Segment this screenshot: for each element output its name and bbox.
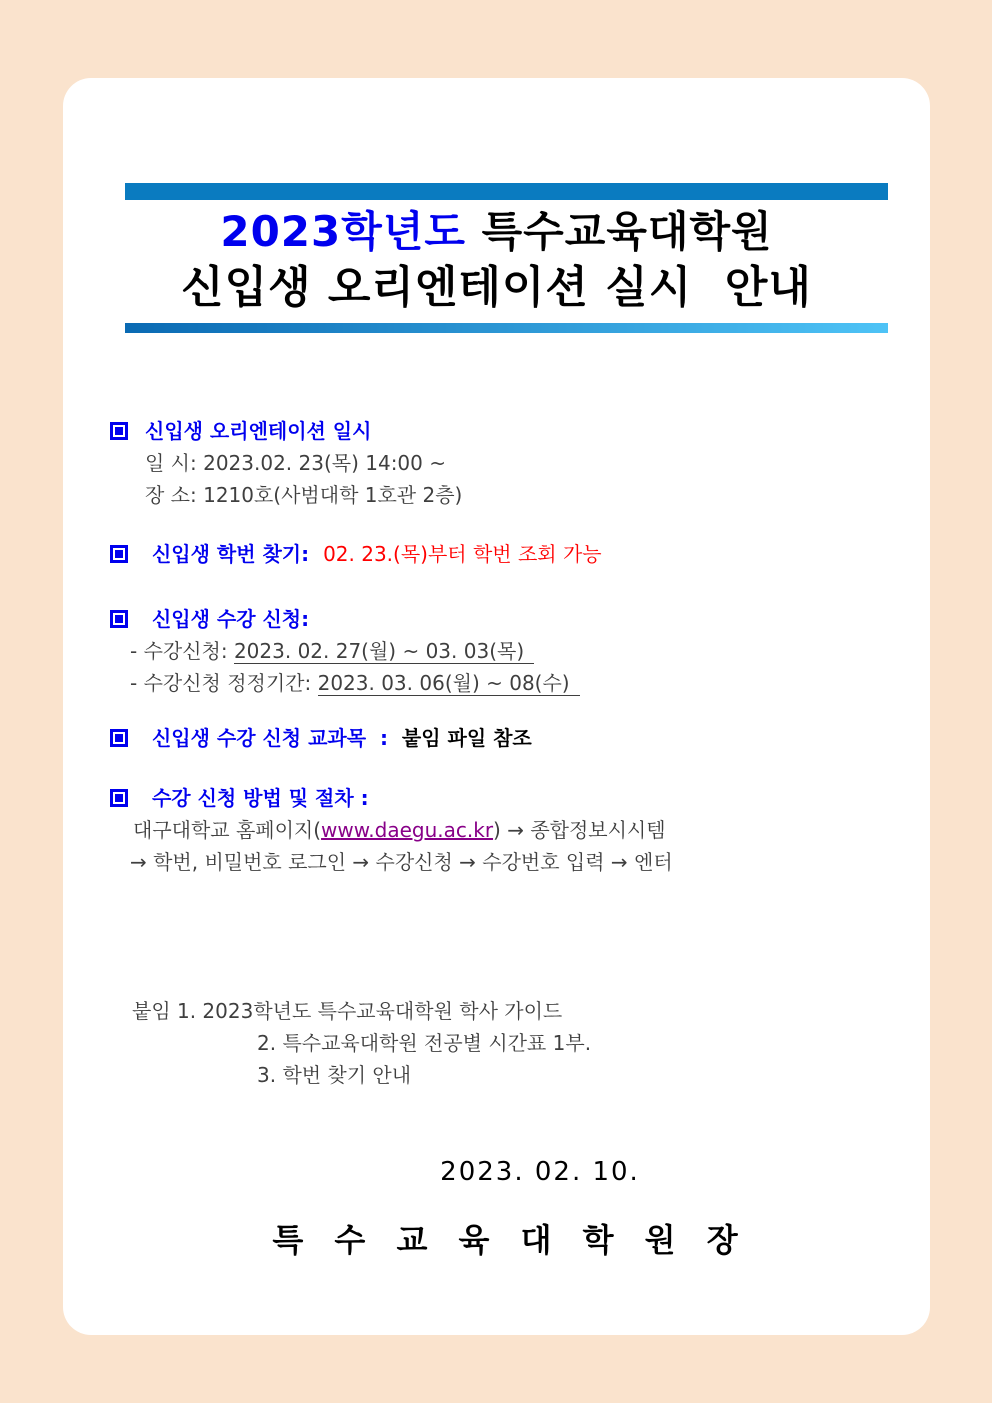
section-registration-heading xyxy=(110,603,890,635)
registration-period-label: - 수강신청: xyxy=(130,639,234,663)
title-year-accent: 2023학년도 xyxy=(220,207,466,256)
registration-correction-value: 2023. 03. 06(월) ~ 08(수) xyxy=(318,671,580,696)
section-method-heading xyxy=(110,782,890,814)
orientation-date-line xyxy=(110,447,890,479)
notice-date: 2023. 02. 10. xyxy=(440,1157,640,1187)
section-bullet-icon xyxy=(110,729,128,747)
section-student-id xyxy=(110,538,890,570)
registration-correction-label: - 수강신청 정정기간: xyxy=(130,671,318,695)
courses-line xyxy=(110,722,890,754)
section-method-heading-text: 수강 신청 방법 및 절차 : xyxy=(145,786,369,810)
page-title-line2: 신입생 오리엔테이션 실시 안내 xyxy=(181,262,812,313)
section-registration xyxy=(110,603,890,699)
method-line1-pre: 대구대학교 홈페이지( xyxy=(133,818,322,842)
section-orientation-heading xyxy=(110,415,890,447)
section-registration-heading-text: 신입생 수강 신청: xyxy=(145,607,310,631)
orientation-place-value: 1210호(사범대학 1호관 2층) xyxy=(203,483,463,507)
signature-dean: 특 수 교 육 대 학 원 장 xyxy=(272,1221,748,1259)
method-step-line2: → 학번, 비밀번호 로그인 → 수강신청 → 수강번호 입력 → 엔터 xyxy=(130,850,673,874)
orientation-date-value: 2023.02. 23(목) 14:00 ~ xyxy=(203,451,446,475)
section-bullet-icon xyxy=(110,422,128,440)
courses-label: 신입생 수강 신청 교과목 : xyxy=(145,726,402,750)
attachments-list xyxy=(110,995,890,1091)
attachment-item-3: 3. 학번 찾기 안내 xyxy=(257,1063,412,1087)
section-bullet-icon xyxy=(110,610,128,628)
orientation-date-label: 일 시: xyxy=(145,451,204,475)
section-bullet-icon xyxy=(110,789,128,807)
student-id-value: 02. 23.(목)부터 학번 조회 가능 xyxy=(323,542,602,566)
section-courses xyxy=(110,722,890,754)
section-orientation xyxy=(110,415,890,511)
method-line1-post: ) → 종합정보시시템 xyxy=(493,818,666,842)
attachment-item-2: 2. 특수교육대학원 전공별 시간표 1부. xyxy=(257,1031,592,1055)
registration-period-value: 2023. 02. 27(월) ~ 03. 03(목) xyxy=(234,639,534,664)
method-step-line1 xyxy=(110,814,890,846)
student-id-label: 신입생 학번 찾기: xyxy=(145,542,324,566)
notice-sheet xyxy=(63,78,930,1335)
university-homepage-link[interactable]: www.daegu.ac.kr xyxy=(321,818,494,842)
attachment-item-1: 붙임 1. 2023학년도 특수교육대학원 학사 가이드 xyxy=(132,999,563,1023)
header-gradient-bar xyxy=(125,323,888,333)
page-title-line1 xyxy=(63,204,930,260)
notice-content xyxy=(63,415,930,1261)
section-method xyxy=(110,782,890,878)
section-bullet-icon xyxy=(110,545,128,563)
header-top-bar xyxy=(125,183,888,200)
orientation-place-line xyxy=(110,479,890,511)
registration-period-line xyxy=(110,635,890,667)
courses-value: 붙임 파일 참조 xyxy=(401,726,532,750)
title-school-name: 특수교육대학원 xyxy=(465,207,773,256)
student-id-line xyxy=(110,538,890,570)
registration-correction-line xyxy=(110,667,890,699)
orientation-place-label: 장 소: xyxy=(145,483,204,507)
section-orientation-heading-text: 신입생 오리엔테이션 일시 xyxy=(145,419,372,443)
